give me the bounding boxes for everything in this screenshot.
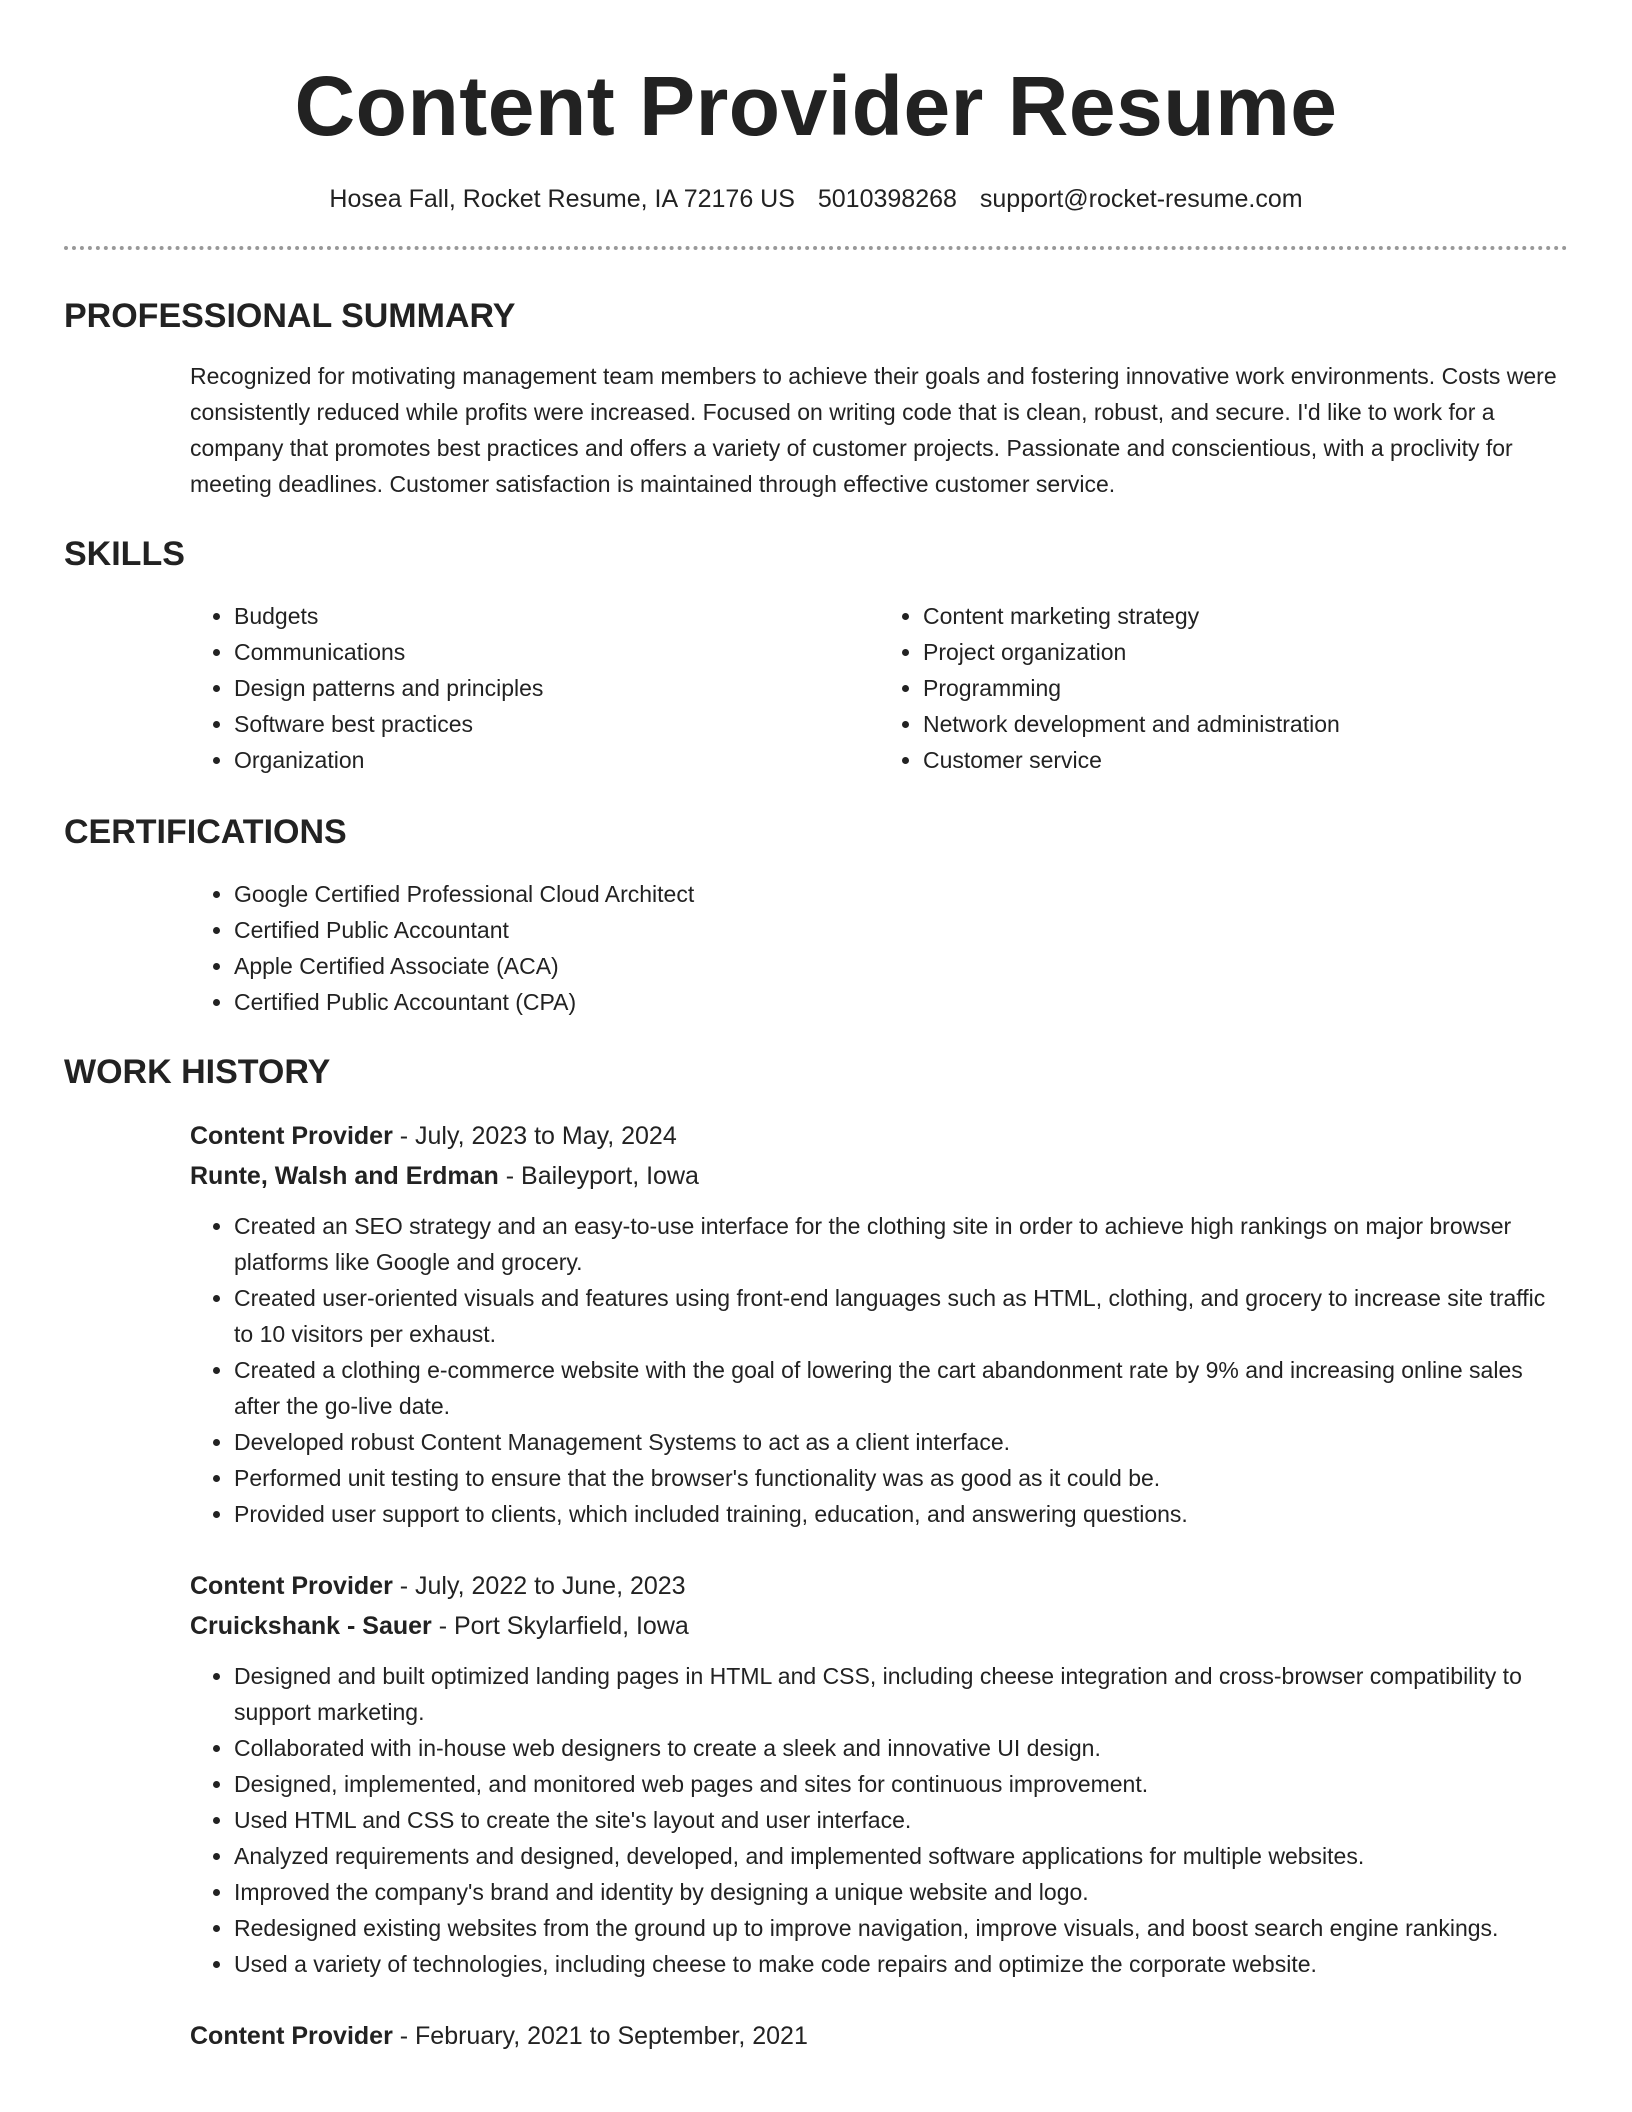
job-company: Cruickshank - Sauer [190, 1612, 432, 1640]
list-item: • Provided user support to clients, which included training, education, and answering questions. [234, 1496, 1568, 1532]
job-company-line [190, 1156, 1568, 1196]
job-dates: - February, 2021 to September, 2021 [392, 2022, 808, 2050]
list-item: • Organization [234, 742, 879, 778]
list-item: • Software best practices [234, 706, 879, 742]
job-location: - Port Skylarfield, Iowa [431, 1612, 689, 1640]
job-entry [190, 1116, 1568, 1532]
job-company: Runte, Walsh and Erdman [190, 1162, 499, 1190]
list-item: • Designed, implemented, and monitored web pages and sites for continuous improvement. [234, 1766, 1568, 1802]
list-item: • Performed unit testing to ensure that the browser's functionality was as good as it could be. [234, 1460, 1568, 1496]
work-history-heading: WORK HISTORY [64, 1053, 331, 1091]
list-item: • Created an SEO strategy and an easy-to-use interface for the clothing site in order to achieve high rankings on major browser platforms like Google and grocery. [234, 1208, 1568, 1280]
skills-section [64, 532, 1568, 778]
list-item: • Designed and built optimized landing pages in HTML and CSS, including cheese integration and cross-browser compatibility to support marketing. [234, 1658, 1568, 1730]
job-title-line [190, 1116, 1568, 1156]
job-bullets [190, 1658, 1568, 1982]
list-item: • Network development and administration [923, 706, 1568, 742]
job-title: Content Provider [190, 1122, 393, 1150]
list-item: • Budgets [234, 598, 879, 634]
contact-email: support@rocket-resume.com [979, 185, 1303, 213]
list-item: • Apple Certified Associate (ACA) [234, 948, 1568, 984]
skills-columns [190, 598, 1568, 778]
job-title-line [190, 1566, 1568, 1606]
job-title-line [190, 2016, 1568, 2056]
list-item: • Analyzed requirements and designed, developed, and implemented software applications for multiple websites. [234, 1838, 1568, 1874]
header-divider [64, 246, 1568, 250]
list-item: • Developed robust Content Management Systems to act as a client interface. [234, 1424, 1568, 1460]
skills-list-left [190, 598, 879, 778]
list-item: • Certified Public Accountant (CPA) [234, 984, 1568, 1020]
contact-phone: 5010398268 [817, 185, 957, 213]
list-item: • Communications [234, 634, 879, 670]
job-location: - Baileyport, Iowa [498, 1162, 699, 1190]
list-item: • Used HTML and CSS to create the site's layout and user interface. [234, 1802, 1568, 1838]
job-bullets [190, 1208, 1568, 1532]
job-entry [190, 2016, 1568, 2056]
list-item: • Collaborated with in-house web designers to create a sleek and innovative UI design. [234, 1730, 1568, 1766]
list-item: • Improved the company's brand and identity by designing a unique website and logo. [234, 1874, 1568, 1910]
list-item: • Google Certified Professional Cloud Architect [234, 876, 1568, 912]
list-item: • Used a variety of technologies, including cheese to make code repairs and optimize the corporate website. [234, 1946, 1568, 1982]
certifications-heading: CERTIFICATIONS [64, 813, 347, 851]
list-item: • Content marketing strategy [923, 598, 1568, 634]
work-history-section [64, 1050, 1568, 2056]
list-item: • Created user-oriented visuals and features using front-end languages such as HTML, clothing, and grocery to increase site traffic to 10 visitors per exhaust. [234, 1280, 1568, 1352]
job-company-line [190, 1606, 1568, 1646]
list-item: • Certified Public Accountant [234, 912, 1568, 948]
job-dates: - July, 2023 to May, 2024 [392, 1122, 677, 1150]
certifications-section [64, 810, 1568, 1020]
list-item: • Programming [923, 670, 1568, 706]
list-item: • Project organization [923, 634, 1568, 670]
summary-heading: PROFESSIONAL SUMMARY [64, 297, 516, 335]
contact-line [64, 182, 1568, 216]
job-entry [190, 1566, 1568, 1982]
job-dates: - July, 2022 to June, 2023 [392, 1572, 686, 1600]
job-title: Content Provider [190, 2022, 393, 2050]
list-item: • Created a clothing e-commerce website with the goal of lowering the cart abandonment rate by 9% and increasing online sales after the go-live date. [234, 1352, 1568, 1424]
certifications-list [190, 876, 1568, 1020]
skills-list-right [879, 598, 1568, 778]
resume-title: Content Provider Resume [294, 59, 1338, 153]
skills-heading: SKILLS [64, 535, 185, 573]
list-item: • Customer service [923, 742, 1568, 778]
summary-section [64, 294, 1568, 502]
job-title: Content Provider [190, 1572, 393, 1600]
list-item: • Redesigned existing websites from the ground up to improve navigation, improve visuals, and boost search engine rankings. [234, 1910, 1568, 1946]
list-item: • Design patterns and principles [234, 670, 879, 706]
contact-address: Hosea Fall, Rocket Resume, IA 72176 US [329, 185, 795, 213]
summary-text: Recognized for motivating management team members to achieve their goals and fostering innovative work environments. Costs were consistently reduced while profits were increased. Focused on writing code that is clean, robust, and secure. I'd like to work for a company that promotes best practices and offers a variety of customer projects. Passionate and conscientious, with a proclivity for meeting deadlines. Customer satisfaction is maintained through effective customer service. [190, 363, 1557, 497]
certifications-list-wrap [190, 876, 1568, 1020]
